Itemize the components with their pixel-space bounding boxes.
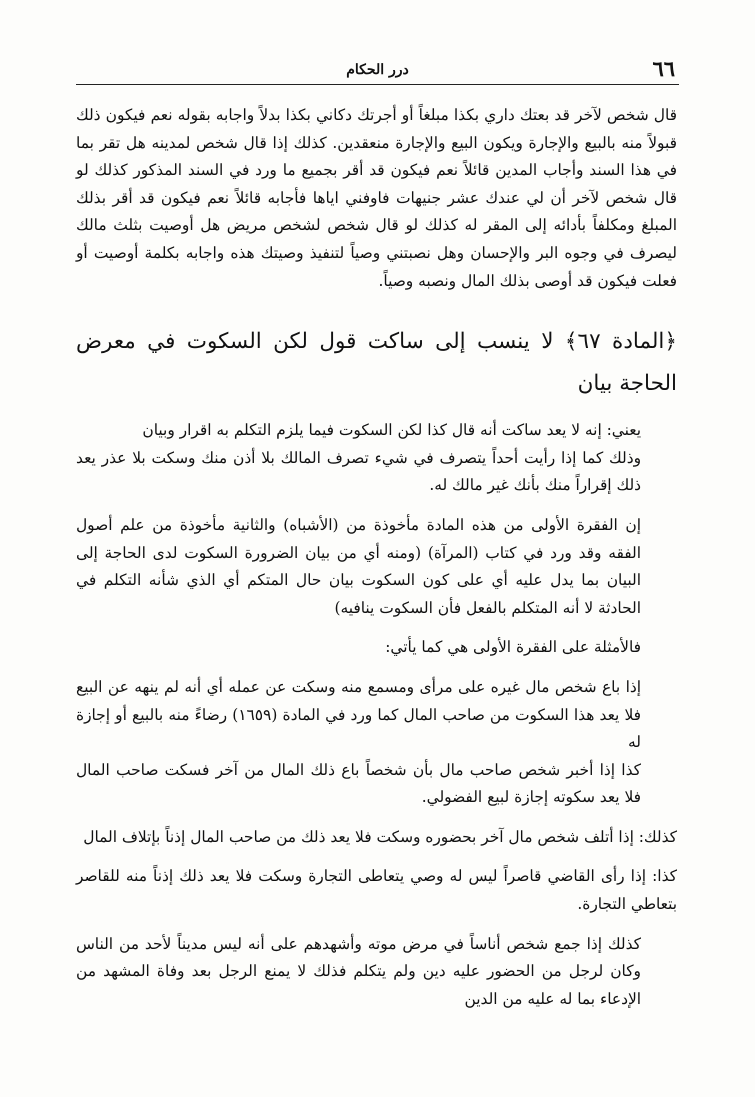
intro-paragraph: قال شخص لآخر قد بعتك داري بكذا مبلغاً أو أجرتك دكاني بكذا بدلاً واجابه بقوله نعم فيكون ذلك قبولاً منه بالبيع والإجارة ويكون البيع والإجارة منعقدين. كذلك إذا قال شخص لمدينه هل تقر بما في هذا السند وأجاب المدين قائلاً نعم فيكون قد أقر بجميع ما ورد في السند المذكور كذلك لو قال شخص لآخر أن لي عندك عشر جنيهات فاوفني اياها فأجابه قائلاً نعم فيكون قد أقر بذلك المبلغ ومكلفاً بأدائه إلى المقر له كذلك لو قال شخص لشخص مريض هل أوصيت بثلث مالك ليصرف في وجوه البر والإحسان وهل نصبتني وصياً لتنفيذ وصيتك هذه واجابه بكلمة أوصيت أو فعلت فيكون قد أوصى بذلك المال ونصبه وصياً. bbox=[76, 106, 677, 290]
source-note: إن الفقرة الأولى من هذه المادة مأخوذة من (الأشباه) والثانية مأخوذة من علم أصول الفقه وقد ورد في كتاب (المرآة) (ومنه أي من بيان الضرورة السكوت لدى الحاجة إلى البيان بما يدل عليه أي على كون السكوت بيان حال المتكم أي الذي شأنه التكلم في الحادثة لا أنه المتكلم بالفعل فأن السكوت ينافيه) bbox=[76, 515, 641, 617]
page-body bbox=[76, 102, 677, 1013]
header-rule bbox=[76, 84, 679, 85]
examples-intro: فالأمثلة على الفقرة الأولى هي كما يأتي: bbox=[385, 638, 641, 657]
example-paragraph: كذا إذا أخبر شخص صاحب مال بأن شخصاً باع ذلك المال من آخر فسكت صاحب المال فلا يعد سكوته إجازة لبيع الفضولي. bbox=[76, 760, 641, 807]
page-header bbox=[76, 56, 679, 84]
example-paragraph: كذلك إذا جمع شخص أناساً في مرض موته وأشهدهم على أنه ليس مديناً لأحد من الناس وكان لرجل من الحضور عليه دين ولم يتكلم فذلك لا يمنع الرجل بعد وفاة المشهد من الإدعاء بما له عليه من الدين bbox=[76, 934, 641, 1008]
running-title: درر الحكام bbox=[346, 62, 409, 78]
article-title: لا ينسب إلى ساكت قول لكن السكوت في معرض الحاجة بيان bbox=[76, 329, 677, 397]
article-label: ﴿المادة ٦٧﴾ bbox=[564, 329, 677, 355]
page-number: ٦٦ bbox=[652, 56, 675, 81]
example-paragraph: كذا: إذا رأى القاضي قاصراً ليس له وصي يتعاطى التجارة وسكت فلا يعد ذلك إذناً منه للقاصر بتعاطي التجارة. bbox=[76, 867, 677, 914]
explanation-paragraph: وذلك كما إذا رأيت أحداً يتصرف في شيء تصرف المالك بلا أذن منك وسكت بلا عذر يعد ذلك إقراراً منك بأنك غير مالك له. bbox=[76, 448, 641, 495]
example-paragraph: إذا باع شخص مال غيره على مرأى ومسمع منه وسكت عن عمله أي أنه لم ينهه عن البيع فلا يعد هذا السكوت من صاحب المال كما ورد في المادة (١٦٥٩) رضاءً منه بالبيع أو إجازة له bbox=[76, 677, 641, 752]
article-heading bbox=[76, 321, 677, 405]
explanation-line: يعني: إنه لا يعد ساكت أنه قال كذا لكن السكوت فيما يلزم التكلم به اقرار وبيان bbox=[142, 421, 641, 440]
example-paragraph: كذلك: إذا أتلف شخص مال آخر بحضوره وسكت فلا يعد ذلك من صاحب المال إذناً بإتلاف المال bbox=[83, 827, 677, 846]
